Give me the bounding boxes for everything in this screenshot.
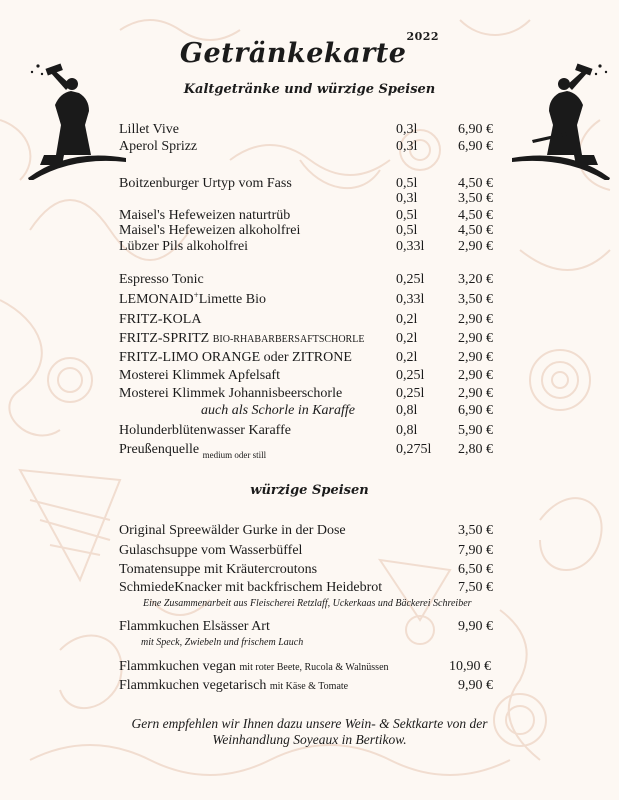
drink-price: 6,90 € (458, 139, 493, 154)
food-row (0, 522, 619, 540)
drink-row (0, 311, 619, 329)
drink-name (119, 330, 364, 349)
title-year: 2022 (406, 30, 440, 43)
drink-price: 2,80 € (458, 442, 493, 457)
drink-price: 3,20 € (458, 272, 493, 287)
drink-volume: 0,2l (396, 331, 418, 346)
drink-name-suffix: medium oder still (202, 450, 267, 460)
drink-price: 3,50 € (458, 191, 493, 206)
drink-price: 4,50 € (458, 208, 493, 223)
page-subtitle: Kaltgetränke und würzige Speisen (183, 82, 436, 97)
drink-volume: 0,3l (396, 139, 418, 154)
drink-volume: 0,25l (396, 368, 425, 383)
drink-volume: 0,5l (396, 208, 418, 223)
drink-row (0, 349, 619, 367)
drink-name: Lillet Vive (119, 122, 179, 137)
drink-price: 2,90 € (458, 368, 493, 383)
drink-volume: 0,3l (396, 191, 418, 206)
drink-row (0, 422, 619, 440)
food-row (0, 542, 619, 560)
drink-price: 4,50 € (458, 176, 493, 191)
food-price: 9,90 € (458, 619, 493, 634)
drink-price: 6,90 € (458, 122, 493, 137)
drink-price: 6,90 € (458, 403, 493, 418)
drink-name: Holunderblütenwasser Karaffe (119, 423, 291, 438)
food-price: 9,90 € (458, 678, 493, 693)
drink-row (0, 121, 619, 139)
food-price: 7,50 € (458, 580, 493, 595)
drink-name-main: LEMONAID (119, 292, 194, 307)
drink-name: auch als Schorle in Karaffe (201, 403, 355, 418)
food-row (0, 561, 619, 579)
drink-name: Lübzer Pils alkoholfrei (119, 239, 249, 254)
drink-row (0, 402, 619, 420)
drink-volume: 0,25l (396, 386, 425, 401)
drink-volume: 0,3l (396, 122, 418, 137)
drink-volume: 0,5l (396, 223, 418, 238)
title-text: Getränkekarte (179, 38, 407, 69)
footer-note (0, 716, 619, 748)
food-name-main: Flammkuchen vegetarisch (119, 678, 267, 693)
drink-row (0, 238, 619, 256)
drink-name (119, 291, 266, 309)
drink-row (0, 441, 619, 459)
drink-name-suffix: Limette Bio (198, 292, 266, 307)
drink-price: 5,90 € (458, 423, 493, 438)
food-price: 10,90 € (449, 659, 491, 674)
drink-volume: 0,5l (396, 176, 418, 191)
food-name-main: Flammkuchen vegan (119, 659, 237, 674)
footer-line-1: Gern empfehlen wir Ihnen dazu unsere Wein- & Sektkarte von der (131, 716, 488, 731)
drink-name: Maisel's Hefeweizen naturtrüb (119, 208, 291, 223)
section-title-food: würzige Speisen (250, 483, 369, 498)
drink-volume: 0,2l (396, 312, 418, 327)
drink-name-main: Preußenquelle (119, 442, 200, 457)
food-row (0, 677, 619, 695)
blacksmith-left-icon (26, 60, 126, 180)
drink-name: Aperol Sprizz (119, 139, 198, 154)
drink-price: 2,90 € (458, 386, 493, 401)
food-note-knacker: Eine Zusammenarbeit aus Fleischerei Retzlaff, Uckerkaas und Bäckerei Schreiber (143, 598, 472, 609)
drink-volume: 0,2l (396, 350, 418, 365)
drink-row (0, 190, 619, 208)
drink-name: FRITZ-KOLA (119, 312, 202, 327)
drink-volume: 0,25l (396, 272, 425, 287)
drink-row (0, 271, 619, 289)
food-name: Original Spreewälder Gurke in der Dose (119, 523, 346, 538)
drink-name: Mosterei Klimmek Apfelsaft (119, 368, 280, 383)
blacksmith-right-icon (512, 60, 612, 180)
food-note-elsass: mit Speck, Zwiebeln und frischem Lauch (141, 637, 304, 648)
drink-name: Boitzenburger Urtyp vom Fass (119, 176, 292, 191)
food-price: 7,90 € (458, 543, 493, 558)
footer-line-2: Weinhandlung Soyeaux in Bertikow. (212, 732, 407, 747)
drink-row (0, 138, 619, 156)
drink-row (0, 330, 619, 348)
drink-name-sup: + (193, 290, 199, 300)
food-name-suffix: mit Käse & Tomate (269, 681, 349, 692)
drink-volume: 0,275l (396, 442, 432, 457)
food-name: Gulaschsuppe vom Wasserbüffel (119, 543, 303, 558)
page-title (0, 30, 619, 69)
food-name: SchmiedeKnacker mit backfrischem Heidebrot (119, 580, 383, 595)
food-row (0, 618, 619, 636)
drink-name: Mosterei Klimmek Johannisbeerschorle (119, 386, 343, 401)
food-price: 6,50 € (458, 562, 493, 577)
drink-name-main: FRITZ-SPRITZ (119, 331, 210, 346)
food-name: Flammkuchen Elsässer Art (119, 619, 270, 634)
food-price: 3,50 € (458, 523, 493, 538)
drink-price: 3,50 € (458, 292, 493, 307)
food-name: Tomatensuppe mit Kräutercroutons (119, 562, 318, 577)
drink-row (0, 367, 619, 385)
drink-volume: 0,33l (396, 239, 425, 254)
food-row (0, 579, 619, 597)
drink-volume: 0,8l (396, 403, 418, 418)
drink-name (119, 441, 266, 459)
food-name (119, 658, 389, 677)
drink-name: FRITZ-LIMO ORANGE oder ZITRONE (119, 350, 352, 365)
drink-row (0, 291, 619, 309)
drink-price: 4,50 € (458, 223, 493, 238)
food-name-suffix: mit roter Beete, Rucola & Walnüssen (239, 662, 389, 673)
drink-name: Maisel's Hefeweizen alkoholfrei (119, 223, 301, 238)
drink-price: 2,90 € (458, 312, 493, 327)
drink-name: Espresso Tonic (119, 272, 204, 287)
food-row (0, 658, 619, 676)
food-name (119, 677, 348, 696)
drink-row (0, 385, 619, 403)
drink-price: 2,90 € (458, 239, 493, 254)
drink-volume: 0,8l (396, 423, 418, 438)
drink-volume: 0,33l (396, 292, 425, 307)
drink-price: 2,90 € (458, 331, 493, 346)
drink-name-suffix: BIO-RHABARBERSAFTSCHORLE (212, 334, 365, 345)
drink-price: 2,90 € (458, 350, 493, 365)
